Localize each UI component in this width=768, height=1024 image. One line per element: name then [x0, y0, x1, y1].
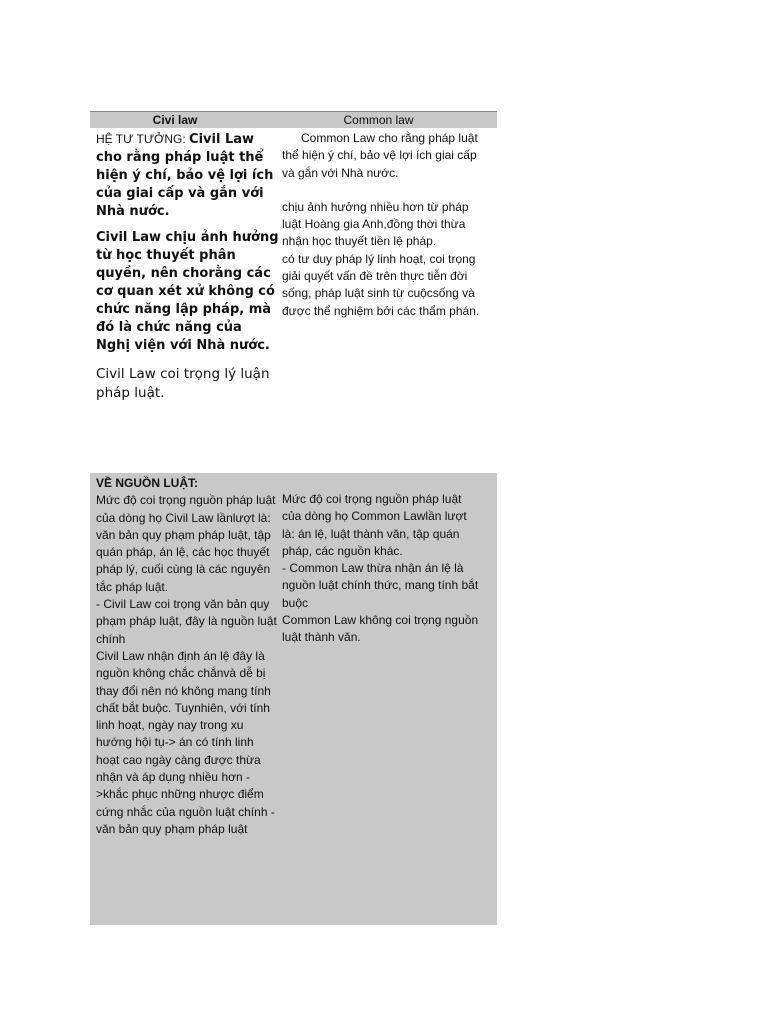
sources-common-para2: - Common Law thừa nhận án lệ là nguồn luật chính thức, mang tính bắt buộc: [282, 561, 479, 610]
ideology-common-para3: có tư duy pháp lý linh hoạt, coi trọng giải quyết vấn đề trên thực tiễn đời sống, pháp luật sinh từ cuộcsống và được thể nghiệm bởi các thẩm phán.: [282, 251, 480, 318]
ideology-civil-para2: Civil Law chịu ảnh hưởng từ học thuyết phân quyền, nên chorằng các cơ quan xét xử không có chức năng lập pháp, mà đó là chức năng của Nghị viện với Nhà nước.: [96, 230, 279, 353]
sources-civil-cell: [90, 473, 280, 925]
ideology-civil-para3: Civil Law coi trọng lý luận pháp luật.: [96, 366, 270, 401]
ideology-label: HỆ TƯ TƯỞNG:: [96, 132, 190, 146]
ideology-row: [90, 128, 497, 473]
ideology-common-cell: [270, 128, 487, 473]
sources-common-para3: Common Law không coi trọng nguồn luật thành văn.: [282, 613, 479, 645]
sources-row: [90, 473, 497, 925]
ideology-civil-para1: [96, 130, 280, 221]
ideology-common-para2: chịu ảnh hưởng nhiều hơn từ pháp luật Hoàng gia Anh,đồng thời thừa nhận học thuyết tiền lệ pháp.: [282, 199, 469, 249]
ideology-civil-text1: Civil Law cho rằng pháp luật thể hiện ý chí, bảo vệ lợi ích của giai cấp và gắn với Nhà nước.: [96, 132, 274, 219]
header-common-law: Common law: [343, 113, 414, 127]
sources-civil-para3: Civil Law nhận định án lệ đây là nguồn không chắc chắnvà dễ bị thay đổi nên nó không mang tính chất bắt buộc. Tuynhiên, với tính linh hoạt, ngày nay trong xu hướng hội tụ-> án có tính linh hoạt cao ngày càng được thừa nhận và áp dụng nhiều hơn ->khắc phục những nhược điểm cứng nhắc của nguồn luật chính - văn bản quy phạm pháp luật: [96, 648, 275, 836]
sources-civil-para1: Mức độ coi trọng nguồn pháp luật của dòng họ Civil Law lầnlượt là: văn bản quy phạm pháp luật, tập quán pháp, án lệ, các học thuyết pháp lý, cuối cùng là các nguyên tắc pháp luật.: [96, 493, 276, 594]
sources-common-cell: [270, 473, 487, 925]
comparison-table: [90, 111, 497, 925]
header-civil-law: Civi law: [152, 113, 198, 127]
ideology-civil-cell: [90, 128, 280, 473]
sources-common-para1: Mức độ coi trọng nguồn pháp luật của dòng họ Common Lawlần lượt là: án lệ, luật thành văn, tập quán pháp, các nguồn khác.: [282, 492, 467, 558]
table-header-row: [90, 111, 497, 128]
sources-title: VỀ NGUỒN LUẬT:: [96, 476, 198, 490]
ideology-common-para1: Common Law cho rằng pháp luật thể hiện ý chí, bảo vệ lợi ích giai cấp và gắn với Nhà nước.: [282, 131, 478, 180]
sources-civil-para2: - Civil Law coi trọng văn bản quy phạm pháp luật, đây là nguồn luật chính: [96, 597, 277, 646]
